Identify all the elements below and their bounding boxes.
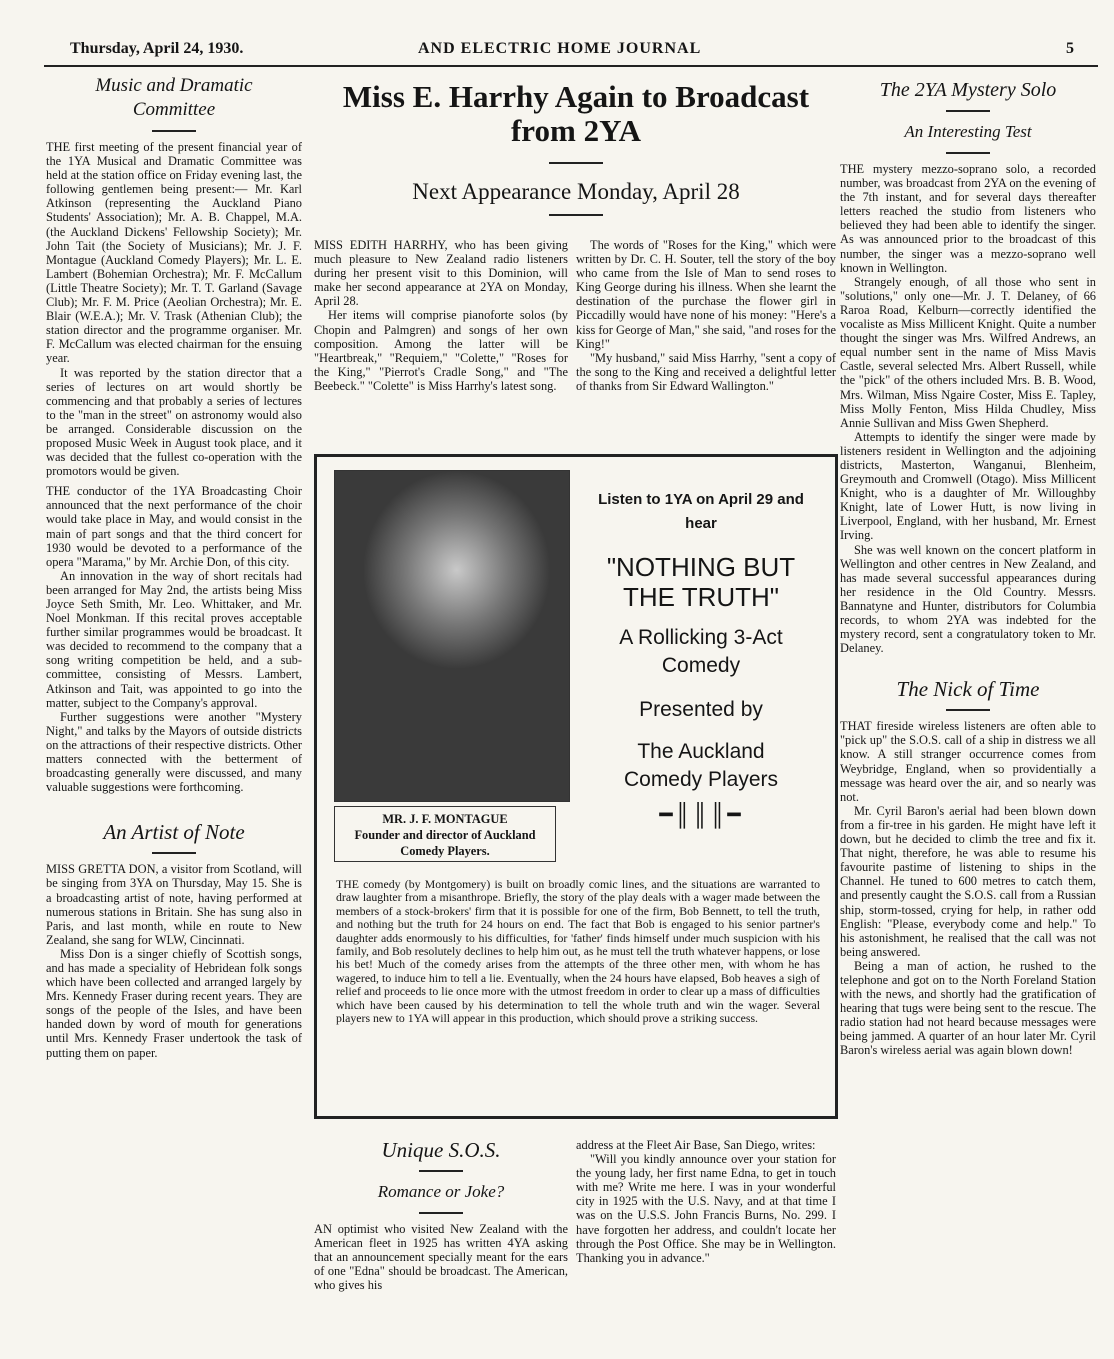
mystery-solo-article [840, 162, 1096, 655]
paragraph: address at the Fleet Air Base, San Diego, writes: [576, 1138, 816, 1152]
harrhy-headline: Miss E. Harrhy Again to Broadcast from 2YA [342, 80, 810, 148]
page-number: 5 [1066, 40, 1074, 57]
paragraph: The words of "Roses for the King," which were written by Dr. C. H. Souter, tell the story of the boy who came from the Isle of Man to send roses to King George during his illness. When she learnt the destination of the purchase the flower girl in Piccadilly would have none of his money: "Here's a kiss for George of Man," she said, "and roses for the King!" [576, 238, 836, 351]
artist-heading: An Artist of Note [103, 820, 245, 845]
paragraph: Being a man of action, he rushed to the telephone and got on to the North Foreland Station with the news, and shortly had the gratification of hearing that tugs were being sent to the rescue. The radio station had not heard because messages were being jammed. A quarter of an hour later Mr. Cyril Baron's wireless aerial was again blown down! [840, 958, 1096, 1058]
ad-listen-line: Listen to 1YA on April 29 and hear [598, 491, 804, 532]
ad-presented: Presented by [639, 698, 763, 721]
caption-role: Founder and director of Auckland Comedy Players. [354, 828, 536, 858]
paragraph: It was reported by the station director that a series of lectures on art would shortly be commencing and that probably a series of lectures to the "man in the street" on astronomy would also be arranged. Considerable discussion on the proposed Music Week in August took place, and it was decided that the fullest co-operation with the promotors would be given. [46, 365, 302, 479]
ad-title: "NOTHING BUT THE TRUTH" [606, 552, 796, 612]
mystery-solo-subheading: An Interesting Test [904, 122, 1032, 141]
header-date: Thursday, April 24, 1930. [70, 40, 244, 57]
sos-heading: Unique S.O.S. [381, 1138, 501, 1162]
paragraph: THE mystery mezzo-soprano solo, a recorded number, was broadcast from 2YA on the evening of the 7th instant, and for several days thereafter letters reached the studio from listeners who believed they had been able to identify the singer. As was announced prior to the broadcast of this number, the singer was a mezzo-soprano well known in Wellington. [840, 162, 1096, 275]
header-rule [44, 65, 1098, 67]
divider [152, 130, 196, 132]
sos-article-start [314, 1222, 568, 1292]
mystery-solo-heading: The 2YA Mystery Solo [879, 79, 1057, 101]
divider [549, 214, 603, 216]
music-committee-heading: Music and Dramatic Committee [95, 75, 253, 120]
harrhy-headline-block [314, 80, 838, 230]
paragraph: "Will you kindly announce over your station for the young lady, her first name Edna, to get in touch with me? Write me here. I was in your wonderful city in 1925 with the U.S. Navy, and at that time I was on the U.S.S. John Francis Burns, No. 299. I have forgotten her address, and couldn't locate her through the Post Office. She may be in Wellington. Thanking you in advance." [576, 1152, 836, 1265]
left-column [46, 74, 302, 1344]
paragraph: AN optimist who visited New Zealand with the American fleet in 1925 has written 4YA asking that an announcement specially meant for the ears of one "Edna" should be broadcast. The American, who gives his [314, 1222, 568, 1293]
paragraph: THE conductor of the 1YA Broadcasting Choir announced that the next performance of the choir would take place in May, and would consist in the main of part songs and that the third concert for 1930 would be devoted to a performance of the opera "Marama," by Mr. Archie Don, of this city. [46, 484, 302, 569]
paragraph: "My husband," said Miss Harrhy, "sent a copy of the song to the King and received a delightful letter of thanks from Sir Edward Wallington." [576, 350, 836, 393]
divider [152, 852, 196, 854]
ad-players: The Auckland Comedy Players [623, 740, 779, 791]
paragraph: An innovation in the way of short recitals had been arranged for May 2nd, the artists being Miss Joyce Seth Smith, Mr. Leo. Whittaker, and Mr. Noel Monkman. If this recital proves acceptable further similar programmes would be broadcast. It was decided to recommend to the company that a song writing competition be held, and a sub-committee, consisting of Messrs. Lambert, Atkinson and Tait, was appointed to go into the matter, subject to the Company's approval. [46, 568, 302, 710]
divider [946, 709, 990, 711]
header-journal: AND ELECTRIC HOME JOURNAL [418, 40, 702, 57]
sos-subheading: Romance or Joke? [377, 1182, 505, 1201]
nick-of-time-article [840, 719, 1096, 1057]
paragraph: Miss Don is a singer chiefly of Scottish songs, and has made a speciality of Hebridean folk songs which have been collected and arranged largely by Mrs. Kennedy Fraser during recent years. They are songs of the people of the Isles, and have been handed down by word of mouth for generations until Mrs. Kennedy Fraser undertook the task of putting them on paper. [46, 946, 302, 1060]
ad-type: A Rollicking 3-Act Comedy [619, 626, 783, 677]
paragraph: Further suggestions were another "Mystery Night," and talks by the Mayors of outside districts on the attractions of their respective districts. Other matters connected with the betterment of broadcasting generally were discussed, and many valuable suggestions were forthcoming. [46, 709, 302, 795]
harrhy-subhead: Next Appearance Monday, April 28 [412, 179, 740, 204]
music-committee-article [46, 140, 302, 794]
divider [946, 110, 990, 112]
photo-caption [334, 806, 556, 862]
sos-col-b [576, 1138, 836, 1338]
right-column [840, 78, 1096, 1348]
sos-col-a [314, 1138, 568, 1338]
harrhy-col-a [314, 238, 568, 438]
artist-article [46, 862, 302, 1059]
montague-portrait-photo [334, 470, 570, 802]
harrhy-col-b [576, 238, 836, 438]
paragraph: Strangely enough, of all those who sent in "solutions," only one—Mr. J. T. Delaney, of 66 Raroa Road, Kelburn—correctly identified the vocaliste as Miss Millicent Knight. Quite a number thought the singer was Mrs. Wilfred Andrews, an equal number sent in the name of Miss Mavis Castle, several selected Mrs. Albert Russell, while the "pick" of the others included Mrs. B. B. Wood, Mrs. Wilman, Miss Ngaire Coster, Miss E. Tapley, Miss Molly Fenton, Miss Hilda Chudley, Miss Annie Sullivan and Miss Gwen Shepherd. [840, 274, 1096, 430]
comedy-ad [578, 488, 824, 828]
comedy-description: THE comedy (by Montgomery) is built on broadly comic lines, and the situations are warranted to draw laughter from a misanthrope. Briefly, the story of the play deals with a wager made between the members of a stock-brokers' firm that it is possible for one of the firm, Bob Bennett, to tell the truth, and nothing but the truth for 24 hours on end. The fact that Bob is engaged to his senior partner's daughter adds enormously to his difficulties, for 'father' finds himself under much suspicion with his family, and Bob resolutely declines to help him out, as he must tell the truth whatever happens, or lose his bet! Much of the comedy arises from the attempts of the three other men, with whom he has wagered, to induce him to tell a lie. Eventually, when the 24 hours have elapsed, Bob heaves a sigh of relief and proceeds to lie once more with the utmost freedom in order to clear up a mass of difficulties which have been caused by his determination to tell the whole truth and win the wager. Several players new to 1YA will appear in this production, which should prove a striking success. [336, 877, 820, 1026]
paragraph: She was well known on the concert platform in Wellington and other centres in New Zealand, and has made several successful appearances during her residence in the Old Country. Messrs. Bannatyne and Hunter, distributors for Columbia records, to whom 2YA was indebted for the mystery record, sent a congratulatory token to Mr. Delaney. [840, 542, 1096, 656]
divider [419, 1170, 463, 1172]
ornament-icon: ━║║║━ [659, 802, 743, 827]
divider [946, 152, 990, 154]
paragraph: Attempts to identify the singer were made by listeners resident in Wellington and the adjoining districts, Masterton, Wanganui, Blenheim, Greymouth and Cromwell (Otago). Miss Millicent Knight, who is a daughter of Mr. Willoughby Knight, late of Lower Hutt, is now living in Liverpool, England, with her husband, Mr. Ernest Irving. [840, 429, 1096, 543]
paragraph: THAT fireside wireless listeners are often able to "pick up" the S.O.S. call of a ship in distress we all know. A still stranger occurrence comes from Weybridge, England, when so providentially a message was heard over the air, and so nearly was not. [840, 719, 1096, 804]
divider [549, 162, 603, 164]
paragraph: MISS EDITH HARRHY, who has been giving much pleasure to New Zealand radio listeners during her present visit to this Dominion, will make her second appearance at 2YA on Monday, April 28. [314, 238, 568, 309]
paragraph: Mr. Cyril Baron's aerial had been blown down from a fir-tree in his garden. He might have left it down, but he decided to climb the tree and fix it. That night, therefore, he was able to resume his favourite pastime of listening to ships in the Channel. He tuned to 600 metres to catch them, and presently caught the S.O.S. call from a Russian ship, storm-tossed, crying for help, in rather odd English: "Please, everybody come and help." To his astonishment, he realised that the call was not being answered. [840, 803, 1096, 959]
caption-name: MR. J. F. MONTAGUE [382, 812, 508, 826]
nick-of-time-heading: The Nick of Time [896, 677, 1040, 702]
divider [419, 1212, 463, 1214]
paragraph: THE first meeting of the present financial year of the 1YA Musical and Dramatic Committee was held at the station office on Friday evening last, the following gentlemen being present:— Mr. Karl Atkinson (representing the Auckland Piano Students' Association); Mr. A. B. Chappel, M.A. (the Auckland Dickens' Fellowship Society); Mr. John Tait (the Society of Musicians); Mr. J. F. Montague (Auckland Comedy Players); Mr. L. E. Lambert (Bohemian Orchestra); Mr. F. McCallum (Little Theatre Society); Mr. T. T. Garland (Savage Club); Mr. F. M. Price (Aeolian Orchestra); Mr. E. Blair (W.E.A.); Mr. V. Trask (Athenian Club); the station director and the programme organiser. Mr. F. McCallum was elected chairman for the ensuing year. [46, 140, 302, 366]
paragraph: Her items will comprise pianoforte solos (by Chopin and Palmgren) and songs of her own composition. Among the latter will be "Heartbreak," "Requiem," "Colette," "Roses for the King," "Pierrot's Cradle Song," and "The Beebeck." "Colette" is Miss Harrhy's latest song. [314, 308, 568, 393]
paragraph: MISS GRETTA DON, a visitor from Scotland, will be singing from 3YA on Thursday, May 15. She is a broadcasting artist of note, having performed at numerous stations in Britain. She has sung also in Paris, and last month, while en route to New Zealand, she sang for WLW, Cincinnati. [46, 862, 302, 947]
